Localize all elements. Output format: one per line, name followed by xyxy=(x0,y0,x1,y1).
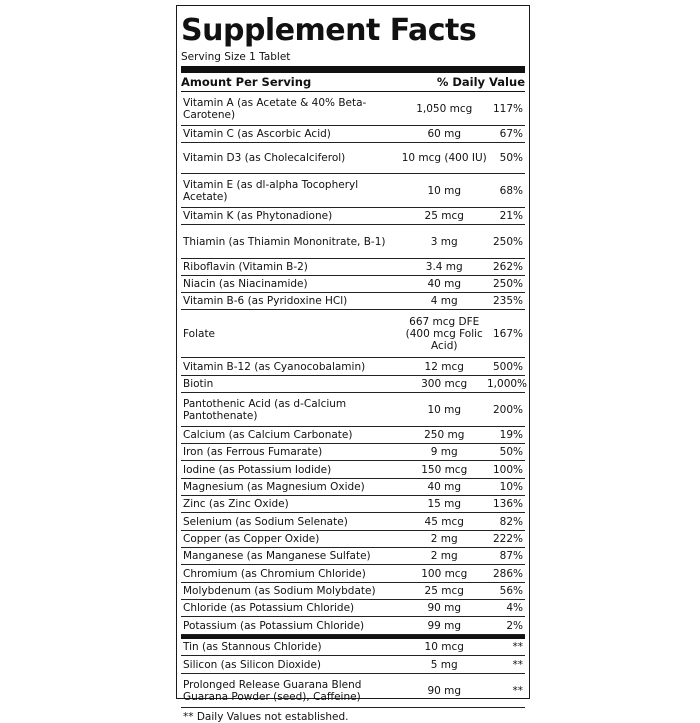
nutrient-amount: 100 mcg xyxy=(421,567,468,580)
nutrient-row xyxy=(181,513,525,531)
nutrient-daily-value: 21% xyxy=(499,210,523,222)
nutrient-list xyxy=(181,92,528,635)
nutrient-row xyxy=(181,393,525,427)
nutrient-row xyxy=(181,674,525,708)
nutrient-amount: 667 mcg DFE (400 mcg Folic Acid) xyxy=(405,315,483,352)
nutrient-row xyxy=(181,461,525,479)
nutrient-daily-value: 50% xyxy=(499,446,523,458)
nutrient-amount: 300 mcg xyxy=(421,378,468,390)
nutrient-amount: 15 mg xyxy=(427,498,462,510)
nutrient-row xyxy=(181,92,525,126)
nutrient-daily-value: 50% xyxy=(499,152,523,164)
nutrient-name: Iodine (as Potassium Iodide) xyxy=(183,463,332,476)
nutrient-daily-value: 1,000% xyxy=(487,378,528,390)
nutrient-daily-value: ** xyxy=(512,684,523,697)
nutrient-name: Copper (as Copper Oxide) xyxy=(183,533,320,545)
nutrient-amount: 90 mg xyxy=(427,602,462,614)
nutrient-name: Vitamin B-6 (as Pyridoxine HCl) xyxy=(183,295,348,307)
nutrient-row xyxy=(181,358,525,376)
nutrient-daily-value: 136% xyxy=(492,498,523,510)
nutrient-row xyxy=(181,293,525,310)
nutrient-daily-value: 250% xyxy=(492,278,523,290)
panel-title: Supplement Facts xyxy=(181,13,477,48)
nutrient-amount: 25 mcg xyxy=(424,210,464,222)
nutrient-amount: 40 mg xyxy=(427,278,462,290)
nutrient-amount: 3.4 mg xyxy=(425,261,463,273)
nutrient-daily-value: 286% xyxy=(492,567,523,580)
nutrient-name: Calcium (as Calcium Carbonate) xyxy=(183,429,353,441)
nutrient-row xyxy=(181,496,525,513)
nutrient-name: Vitamin C (as Ascorbic Acid) xyxy=(183,128,331,140)
daily-value-header: % Daily Value xyxy=(436,75,525,89)
footnote: ** Daily Values not established. xyxy=(183,711,349,723)
nutrient-name: Biotin xyxy=(183,378,214,390)
nutrient-daily-value: 68% xyxy=(499,184,523,197)
nutrient-daily-value: 500% xyxy=(492,360,523,373)
nutrient-daily-value: 87% xyxy=(499,550,523,562)
nutrient-daily-value: 2% xyxy=(506,619,523,632)
nutrient-row xyxy=(181,479,525,496)
nutrient-name: Pantothenic Acid (as d-Calcium Pantothenate) xyxy=(183,397,347,422)
nutrient-name: Tin (as Stannous Chloride) xyxy=(183,641,322,653)
nutrient-name: Vitamin B-12 (as Cyanocobalamin) xyxy=(183,360,366,373)
nutrient-row xyxy=(181,310,525,358)
nutrient-daily-value: 56% xyxy=(499,585,523,597)
nutrient-amount: 10 mcg xyxy=(424,641,464,653)
nutrient-name: Manganese (as Manganese Sulfate) xyxy=(183,550,371,562)
nutrient-daily-value: 235% xyxy=(492,295,523,307)
thick-divider xyxy=(181,66,525,73)
nutrient-amount: 99 mg xyxy=(427,619,462,632)
nutrient-name: Prolonged Release Guarana Blend Guarana Powder (seed), Caffeine) xyxy=(183,678,362,703)
nutrient-name: Vitamin D3 (as Cholecalciferol) xyxy=(183,152,346,164)
nutrient-daily-value: 82% xyxy=(499,515,523,528)
nutrient-row xyxy=(181,531,525,548)
nutrient-row xyxy=(181,276,525,293)
nutrient-name: Silicon (as Silicon Dioxide) xyxy=(183,658,322,671)
nutrient-amount: 45 mcg xyxy=(424,515,464,528)
nutrient-amount: 40 mg xyxy=(427,481,462,493)
nutrient-row xyxy=(181,174,525,208)
nutrient-daily-value: ** xyxy=(512,641,523,653)
nutrient-row xyxy=(181,600,525,617)
nutrient-amount: 12 mcg xyxy=(424,360,464,373)
nutrient-amount: 150 mcg xyxy=(421,463,468,476)
nutrient-amount: 10 mg xyxy=(427,403,462,416)
nutrient-name: Selenium (as Sodium Selenate) xyxy=(183,515,348,528)
nutrient-name: Niacin (as Niacinamide) xyxy=(183,278,308,290)
nutrient-row xyxy=(181,427,525,444)
column-header xyxy=(181,73,525,92)
nutrient-name: Chromium (as Chromium Chloride) xyxy=(183,567,366,580)
nutrient-name: Vitamin E (as dl-alpha Tocopheryl Acetate) xyxy=(183,178,359,203)
nutrient-daily-value: 117% xyxy=(492,102,523,115)
nutrient-daily-value: 250% xyxy=(492,235,523,248)
nutrient-name: Riboflavin (Vitamin B-2) xyxy=(183,261,308,273)
nutrient-amount: 2 mg xyxy=(430,533,458,545)
nutrient-row xyxy=(181,548,525,565)
nutrient-name: Potassium (as Potassium Chloride) xyxy=(183,619,365,632)
amount-per-serving-header: Amount Per Serving xyxy=(181,75,312,89)
nutrient-row xyxy=(181,444,525,461)
nutrient-amount: 4 mg xyxy=(430,295,458,307)
nutrient-row xyxy=(181,208,525,225)
nutrient-daily-value: 262% xyxy=(492,261,523,273)
nutrient-row xyxy=(181,617,525,635)
nutrient-name: Iron (as Ferrous Fumarate) xyxy=(183,446,323,458)
nutrient-name: Chloride (as Potassium Chloride) xyxy=(183,602,355,614)
nutrient-daily-value: 10% xyxy=(499,481,523,493)
nutrient-name: Folate xyxy=(183,327,216,340)
nutrient-daily-value: 200% xyxy=(492,403,523,416)
nutrient-name: Vitamin K (as Phytonadione) xyxy=(183,210,333,222)
nutrient-daily-value: 67% xyxy=(499,128,523,140)
nutrient-row xyxy=(181,259,525,276)
nutrient-daily-value: 222% xyxy=(492,533,523,545)
nutrient-daily-value: 167% xyxy=(492,327,523,340)
nutrient-amount: 1,050 mcg xyxy=(416,102,473,115)
nutrient-amount: 10 mcg (400 IU) xyxy=(401,152,487,164)
nutrient-name: Zinc (as Zinc Oxide) xyxy=(183,498,289,510)
nutrient-row xyxy=(181,583,525,600)
nutrient-amount: 90 mg xyxy=(427,684,462,697)
nutrient-row xyxy=(181,126,525,143)
nutrient-row xyxy=(181,376,528,393)
nutrient-row xyxy=(181,639,525,656)
nutrient-daily-value: 100% xyxy=(492,463,523,476)
nutrient-amount: 250 mg xyxy=(424,429,465,441)
nutrient-daily-value: 4% xyxy=(506,602,523,614)
supplement-facts-panel xyxy=(176,5,530,723)
nutrient-name: Vitamin A (as Acetate & 40% Beta-Carotene) xyxy=(183,96,367,121)
nutrient-amount: 5 mg xyxy=(430,658,458,671)
nutrient-amount: 60 mg xyxy=(427,128,462,140)
nutrient-amount: 3 mg xyxy=(430,235,458,248)
other-ingredient-list xyxy=(181,639,525,708)
nutrient-row xyxy=(181,656,525,674)
nutrient-row xyxy=(181,565,525,583)
nutrient-row xyxy=(181,225,525,259)
nutrient-row xyxy=(181,143,525,174)
nutrient-daily-value: 19% xyxy=(499,429,523,441)
nutrient-daily-value: ** xyxy=(512,658,523,671)
nutrient-amount: 9 mg xyxy=(430,446,458,458)
nutrient-name: Thiamin (as Thiamin Mononitrate, B-1) xyxy=(183,235,386,248)
nutrient-amount: 10 mg xyxy=(427,184,462,197)
nutrient-name: Molybdenum (as Sodium Molybdate) xyxy=(183,585,376,597)
nutrient-name: Magnesium (as Magnesium Oxide) xyxy=(183,481,365,493)
nutrient-amount: 25 mcg xyxy=(424,585,464,597)
serving-size: Serving Size 1 Tablet xyxy=(181,51,291,63)
nutrient-amount: 2 mg xyxy=(430,550,458,562)
